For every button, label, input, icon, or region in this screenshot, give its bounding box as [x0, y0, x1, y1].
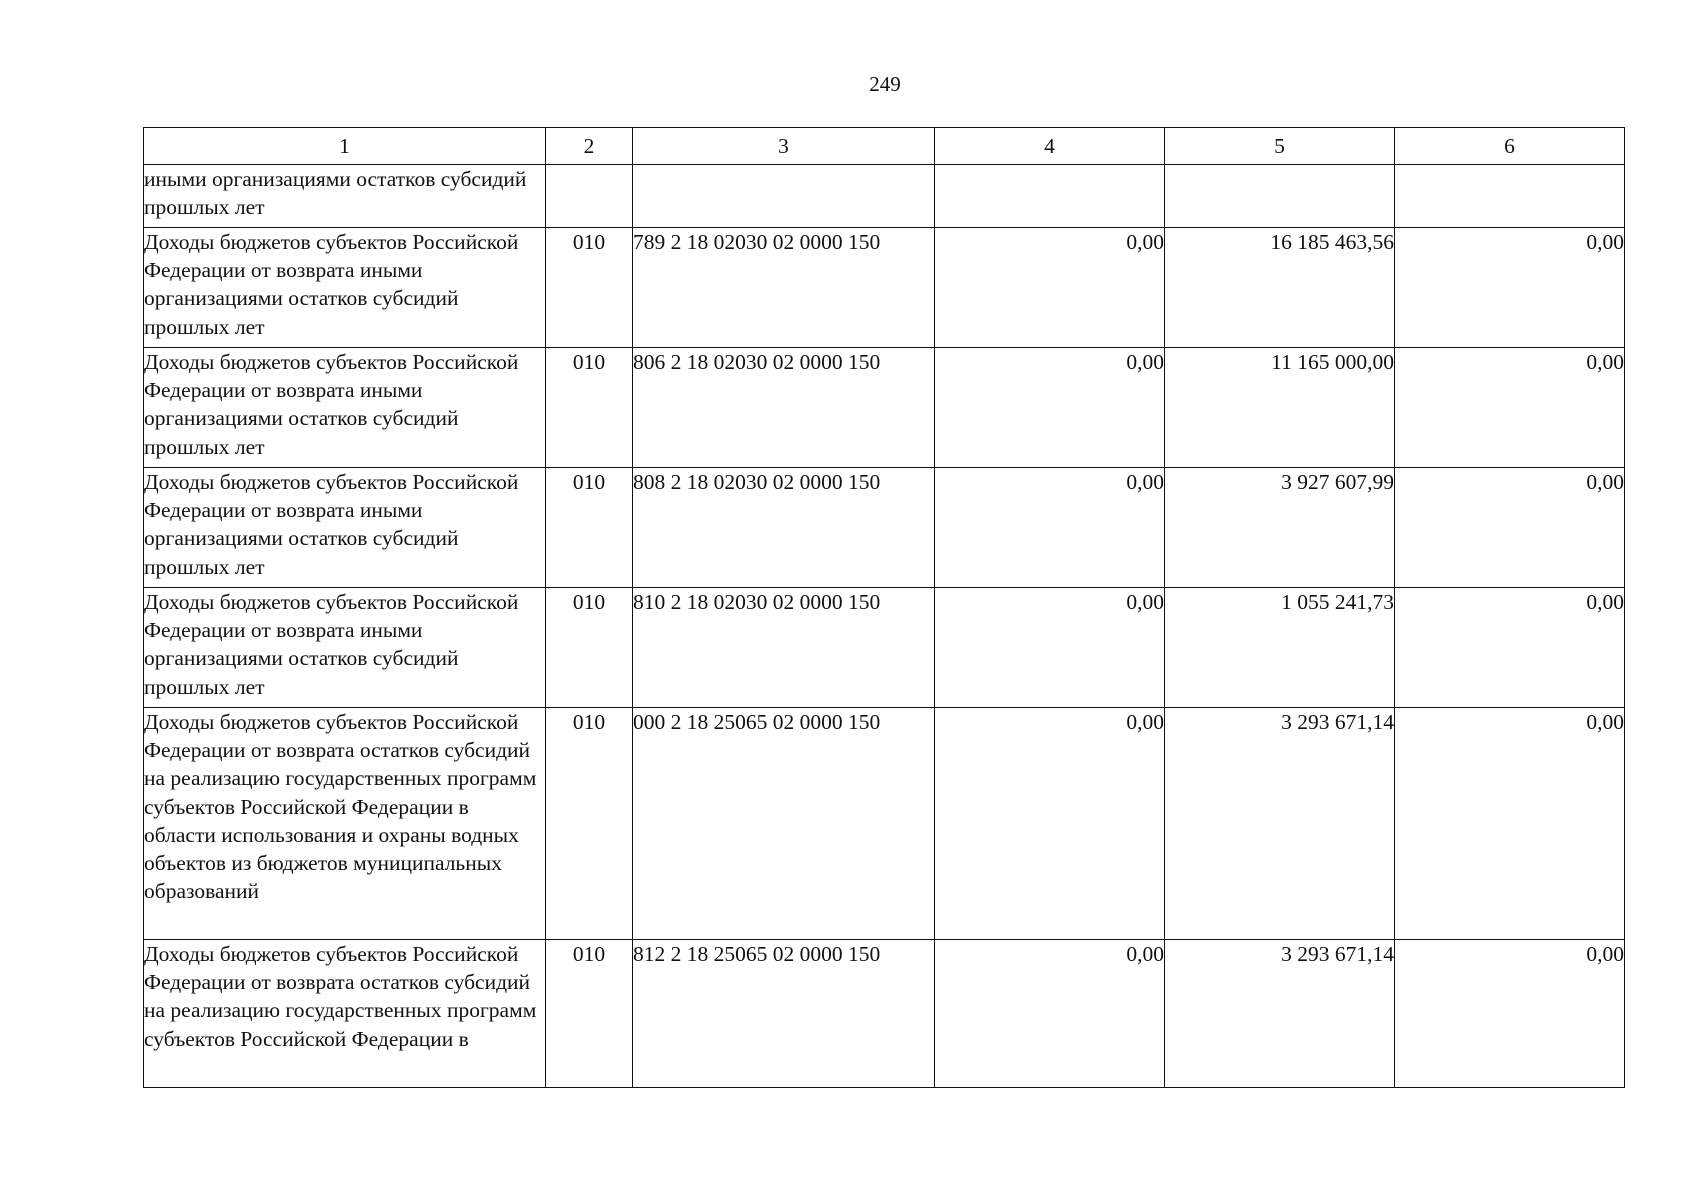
budget-table	[143, 127, 1625, 1088]
line-code-cell	[546, 165, 633, 228]
income-name-cell: Доходы бюджетов субъектов Российской Федерации от возврата иными организациями остатков субсидий прошлых лет	[144, 228, 546, 348]
table-row	[144, 940, 1625, 1088]
income-name-cell: Доходы бюджетов субъектов Российской Федерации от возврата иными организациями остатков субсидий прошлых лет	[144, 468, 546, 588]
column-5-value: 1 055 241,73	[1165, 588, 1395, 708]
column-4-value: 0,00	[935, 228, 1165, 348]
line-code-cell: 010	[546, 588, 633, 708]
column-5-value: 11 165 000,00	[1165, 348, 1395, 468]
column-6-value: 0,00	[1395, 348, 1625, 468]
table-row	[144, 165, 1625, 228]
column-header-1: 1	[144, 128, 546, 165]
column-4-value: 0,00	[935, 708, 1165, 940]
column-5-value: 3 293 671,14	[1165, 708, 1395, 940]
column-header-6: 6	[1395, 128, 1625, 165]
line-code-cell: 010	[546, 468, 633, 588]
column-4-value	[935, 165, 1165, 228]
table-row	[144, 708, 1625, 940]
column-5-value	[1165, 165, 1395, 228]
line-code-cell: 010	[546, 228, 633, 348]
budget-code-cell: 000 2 18 25065 02 0000 150	[633, 708, 935, 940]
income-name-cell: Доходы бюджетов субъектов Российской Федерации от возврата иными организациями остатков субсидий прошлых лет	[144, 348, 546, 468]
column-header-4: 4	[935, 128, 1165, 165]
budget-code-cell: 808 2 18 02030 02 0000 150	[633, 468, 935, 588]
column-4-value: 0,00	[935, 940, 1165, 1088]
budget-code-cell: 812 2 18 25065 02 0000 150	[633, 940, 935, 1088]
column-header-2: 2	[546, 128, 633, 165]
income-name-cell: Доходы бюджетов субъектов Российской Федерации от возврата остатков субсидий на реализацию государственных программ субъектов Российской Федерации в области использования и охраны водных объектов из бюджетов муниципальных образований	[144, 708, 546, 940]
budget-code-cell: 806 2 18 02030 02 0000 150	[633, 348, 935, 468]
income-name-cell: Доходы бюджетов субъектов Российской Федерации от возврата остатков субсидий на реализацию государственных программ субъектов Российской Федерации в	[144, 940, 546, 1088]
header-row	[144, 128, 1625, 165]
column-5-value: 3 927 607,99	[1165, 468, 1395, 588]
column-6-value: 0,00	[1395, 228, 1625, 348]
table-row	[144, 588, 1625, 708]
income-name-cell: Доходы бюджетов субъектов Российской Федерации от возврата иными организациями остатков субсидий прошлых лет	[144, 588, 546, 708]
budget-code-cell: 810 2 18 02030 02 0000 150	[633, 588, 935, 708]
line-code-cell: 010	[546, 348, 633, 468]
table-row	[144, 348, 1625, 468]
column-6-value: 0,00	[1395, 708, 1625, 940]
column-5-value: 3 293 671,14	[1165, 940, 1395, 1088]
column-6-value	[1395, 165, 1625, 228]
budget-code-cell	[633, 165, 935, 228]
column-6-value: 0,00	[1395, 940, 1625, 1088]
table-row	[144, 228, 1625, 348]
line-code-cell: 010	[546, 708, 633, 940]
column-header-3: 3	[633, 128, 935, 165]
line-code-cell: 010	[546, 940, 633, 1088]
column-6-value: 0,00	[1395, 468, 1625, 588]
column-4-value: 0,00	[935, 348, 1165, 468]
column-header-5: 5	[1165, 128, 1395, 165]
column-4-value: 0,00	[935, 588, 1165, 708]
column-6-value: 0,00	[1395, 588, 1625, 708]
column-5-value: 16 185 463,56	[1165, 228, 1395, 348]
income-name-cell: иными организациями остатков субсидий прошлых лет	[144, 165, 546, 228]
page-number: 249	[869, 72, 901, 96]
column-4-value: 0,00	[935, 468, 1165, 588]
table-row	[144, 468, 1625, 588]
budget-code-cell: 789 2 18 02030 02 0000 150	[633, 228, 935, 348]
